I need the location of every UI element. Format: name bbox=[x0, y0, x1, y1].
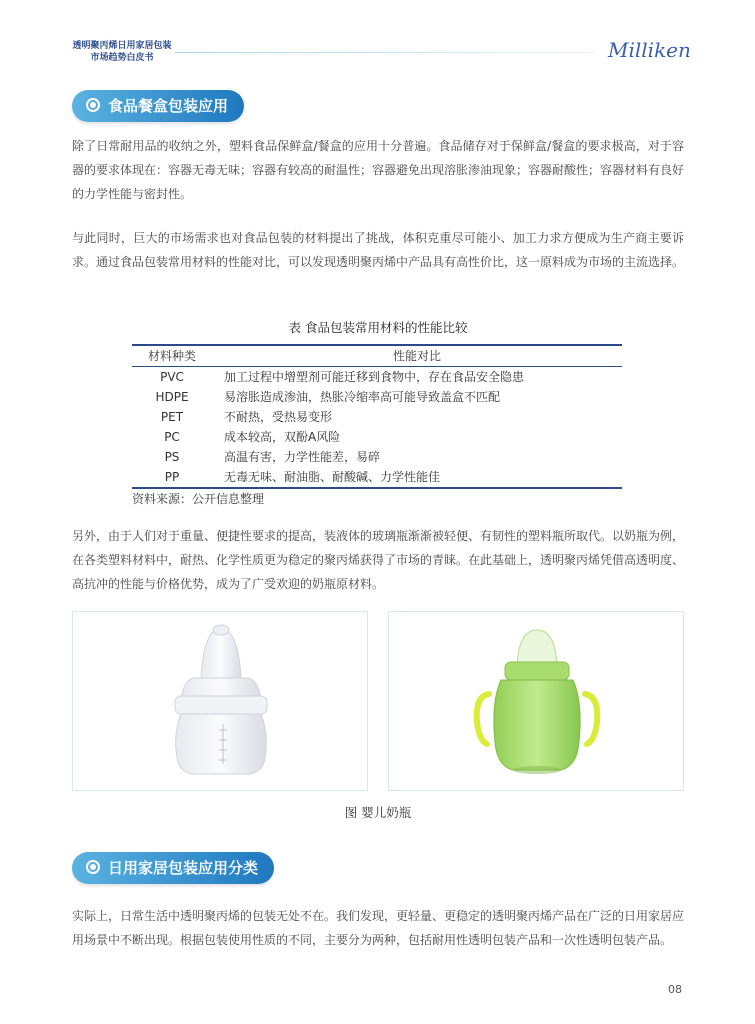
table-cell-material: PP bbox=[164, 470, 180, 484]
section-heading-label: 食品餐盒包装应用 bbox=[108, 97, 229, 115]
table-cell-performance: 成本较高，双酚A风险 bbox=[224, 430, 341, 444]
header-divider bbox=[175, 52, 595, 53]
page-number: 08 bbox=[668, 983, 682, 996]
table-cell-performance: 加工过程中增塑剂可能迁移到食物中，存在食品安全隐患 bbox=[224, 370, 525, 384]
table-row bbox=[132, 447, 622, 467]
table-cell-performance: 易溶胀造成渗油，热胀冷缩率高可能导致盖盒不匹配 bbox=[224, 390, 501, 404]
table-title: 表 食品包装常用材料的性能比较 bbox=[288, 320, 468, 335]
table-cell-material: HDPE bbox=[155, 390, 189, 404]
table-cell-performance: 不耐热，受热易变形 bbox=[224, 410, 333, 424]
paragraph-household: 实际上，日常生活中透明聚丙烯的包装无处不在。我们发现，更轻量、更稳定的透明聚丙烯产品在广泛的日用家居应用场景中不断出现。根据包装使用性质的不同，主要分为两种，包括耐用性透明包装产品和一次性透明包装产品。 bbox=[72, 909, 685, 947]
figure-caption: 图 婴儿奶瓶 bbox=[344, 805, 412, 820]
header-title-line2: 市场趋势白皮书 bbox=[90, 53, 154, 63]
table-cell-material: PC bbox=[164, 430, 180, 444]
page-header bbox=[0, 0, 755, 80]
header-title-line1: 透明聚丙烯日用家居包装 bbox=[72, 41, 172, 51]
table-row bbox=[132, 367, 622, 387]
circle-bullet-icon bbox=[86, 860, 100, 874]
table-row bbox=[132, 407, 622, 427]
section-heading-label: 日用家居包装应用分类 bbox=[108, 859, 259, 877]
table-source: 资料来源：公开信息整理 bbox=[132, 492, 265, 506]
table-header-row bbox=[132, 346, 622, 367]
table-cell-performance: 高温有害，力学性能差，易碎 bbox=[224, 450, 381, 464]
materials-table bbox=[132, 344, 622, 489]
table-cell-performance: 无毒无味、耐油脂、耐酸碱、力学性能佳 bbox=[224, 470, 441, 484]
photo-green-sippy-bottle bbox=[388, 611, 684, 791]
table-row bbox=[132, 427, 622, 447]
green-bottle-illustration bbox=[389, 612, 683, 790]
header-title bbox=[72, 40, 172, 64]
section-heading-food-box bbox=[72, 90, 244, 122]
table-cell-material: PET bbox=[160, 410, 184, 424]
photo-clear-baby-bottle bbox=[72, 611, 368, 791]
table-header-performance: 性能对比 bbox=[392, 349, 441, 363]
clear-bottle-illustration bbox=[73, 612, 367, 790]
brand-logo: Milliken bbox=[608, 38, 691, 62]
table-row bbox=[132, 387, 622, 407]
table-row bbox=[132, 467, 622, 487]
table-header-material: 材料种类 bbox=[147, 349, 196, 363]
paragraph-market: 与此同时，巨大的市场需求也对食品包装的材料提出了挑战，体积克重尽可能小、加工力求方便成为生产商主要诉求。通过食品包装常用材料的性能对比，可以发现透明聚丙烯中产品具有高性价比，这一原料成为市场的主流选择。 bbox=[72, 231, 685, 269]
circle-bullet-icon bbox=[86, 98, 100, 112]
section-heading-household bbox=[72, 852, 274, 884]
paragraph-baby-bottle: 另外，由于人们对于重量、便捷性要求的提高，装液体的玻璃瓶渐渐被轻便、有韧性的塑料瓶所取代。以奶瓶为例，在各类塑料材料中，耐热、化学性质更为稳定的聚丙烯获得了市场的青睐。在此基础上，透明聚丙烯凭借高透明度、高抗冲的性能与价格优势，成为了广受欢迎的奶瓶原材料。 bbox=[72, 529, 685, 591]
paragraph-intro: 除了日常耐用品的收纳之外，塑料食品保鲜盒/餐盒的应用十分普遍。食品储存对于保鲜盒/餐盒的要求极高，对于容器的要求体现在：容器无毒无味；容器有较高的耐温性；容器避免出现溶胀渗油现象；容器耐酸性；容器材料有良好的力学性能与密封性。 bbox=[72, 139, 685, 201]
table-cell-material: PVC bbox=[160, 370, 184, 384]
table-cell-material: PS bbox=[164, 450, 180, 464]
